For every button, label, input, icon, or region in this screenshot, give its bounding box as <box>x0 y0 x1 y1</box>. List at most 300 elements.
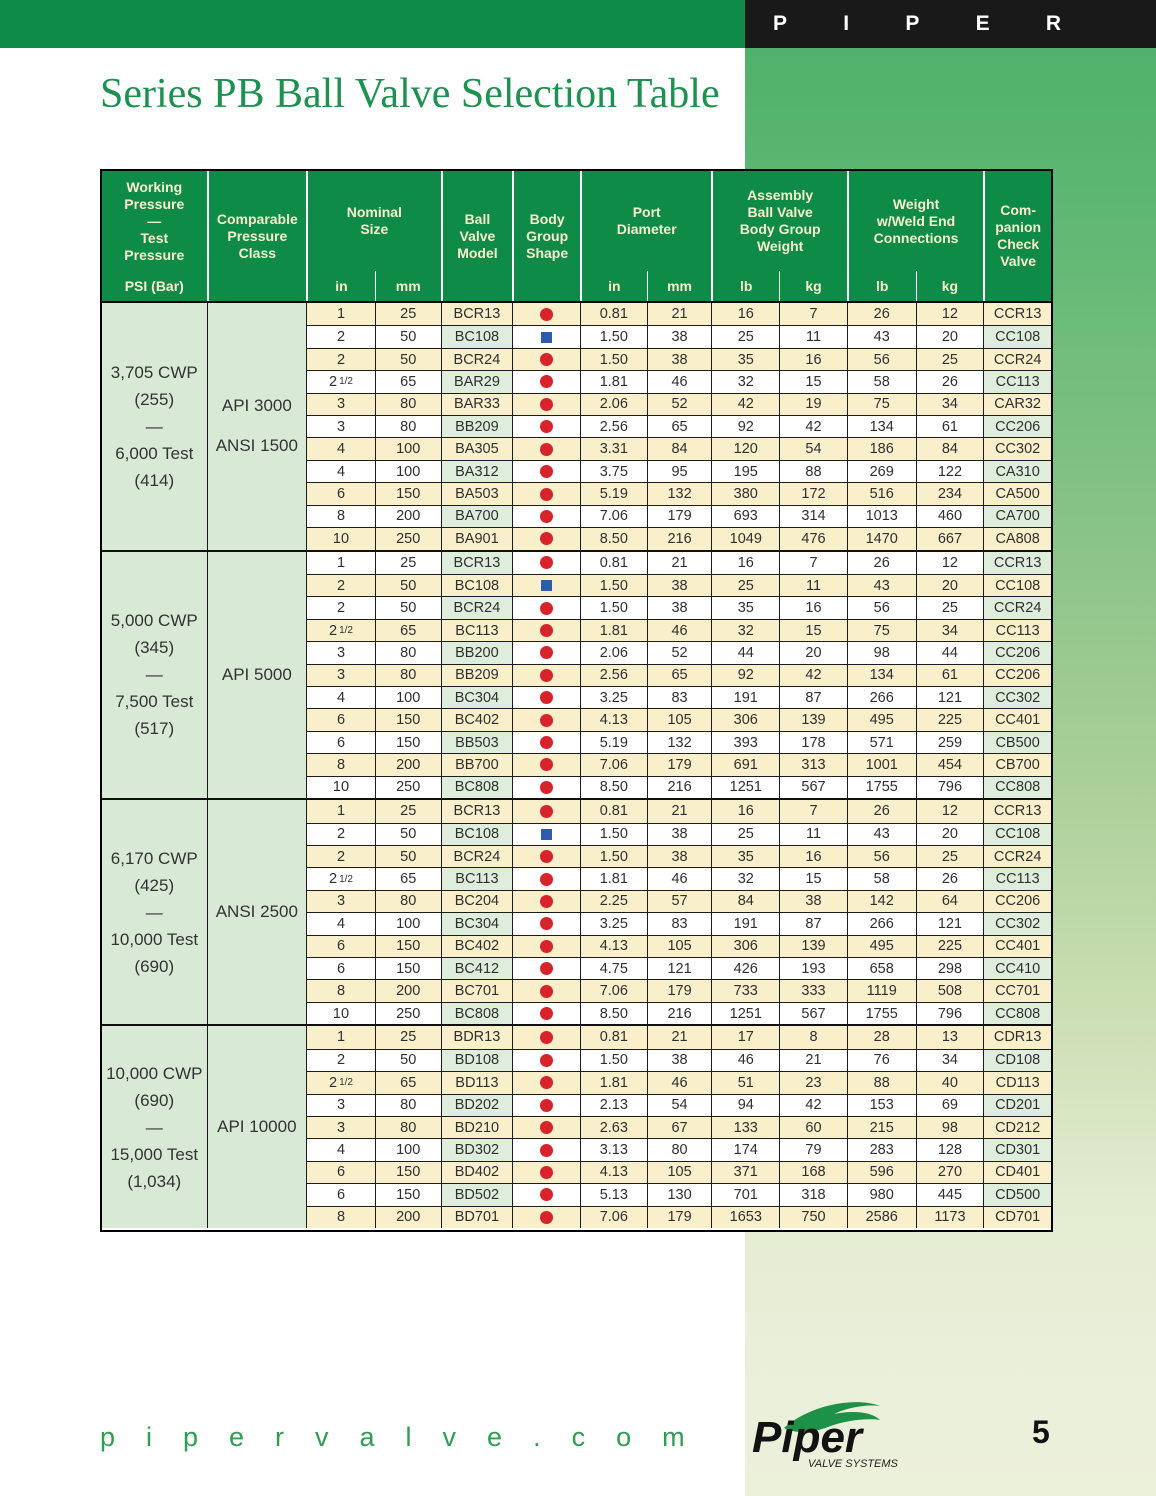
table-cell: 25 <box>711 325 779 347</box>
table-cell: 38 <box>647 574 712 596</box>
red-circle-icon <box>540 1121 553 1134</box>
body-group-shape-cell <box>512 1206 580 1228</box>
table-cell: 38 <box>779 890 847 912</box>
pressure-group <box>102 1024 1051 1228</box>
table-cell: 60 <box>779 1116 847 1138</box>
table-cell: 65 <box>647 415 712 437</box>
table-cell: BA503 <box>441 482 513 504</box>
table-cell: 13 <box>916 1026 984 1048</box>
table-cell: 516 <box>847 482 916 504</box>
body-group-shape-cell <box>512 574 580 596</box>
body-group-shape-cell <box>512 393 580 415</box>
selection-table <box>100 169 1053 1232</box>
table-cell: 2 <box>306 348 375 370</box>
table-cell: BD113 <box>441 1071 513 1093</box>
logo-tagline: VALVE SYSTEMS <box>808 1458 898 1470</box>
table-cell: 57 <box>647 890 712 912</box>
table-cell: 69 <box>916 1094 984 1116</box>
header-unit-kg: kg <box>779 271 847 301</box>
table-cell: CC206 <box>983 415 1051 437</box>
table-cell: 7 <box>779 303 847 325</box>
table-cell: CA500 <box>983 482 1051 504</box>
table-cell: 658 <box>847 957 916 979</box>
table-cell: 195 <box>711 460 779 482</box>
table-cell: 16 <box>779 596 847 618</box>
table-cell: 1.81 <box>580 370 647 392</box>
body-group-shape-cell <box>512 325 580 347</box>
body-group-shape-cell <box>512 957 580 979</box>
table-cell: 26 <box>847 303 916 325</box>
table-cell: 701 <box>711 1183 779 1205</box>
table-cell: 3 <box>306 415 375 437</box>
table-cell: BD108 <box>441 1049 513 1071</box>
red-circle-icon <box>540 962 553 975</box>
table-cell: 186 <box>847 437 916 459</box>
table-cell: 121 <box>916 912 984 934</box>
table-cell: BDR13 <box>441 1026 513 1048</box>
table-cell: 168 <box>779 1161 847 1183</box>
table-cell: 1.81 <box>580 1071 647 1093</box>
table-cell: 43 <box>847 574 916 596</box>
table-cell: 445 <box>916 1183 984 1205</box>
table-cell: 35 <box>711 348 779 370</box>
table-cell: 56 <box>847 596 916 618</box>
table-cell: 92 <box>711 664 779 686</box>
table-cell: 64 <box>916 890 984 912</box>
red-circle-icon <box>540 691 553 704</box>
table-cell: 5.19 <box>580 482 647 504</box>
table-cell: 11 <box>779 823 847 845</box>
table-cell: 44 <box>916 641 984 663</box>
table-cell: 216 <box>647 527 712 549</box>
table-cell: BCR24 <box>441 845 513 867</box>
table-cell: 150 <box>375 708 441 730</box>
header-working-pressure: Working Pressure — Test Pressure <box>124 178 185 263</box>
table-cell: BB503 <box>441 731 513 753</box>
table-cell: 191 <box>711 686 779 708</box>
table-cell: 7 <box>779 800 847 822</box>
table-cell: 50 <box>375 325 441 347</box>
table-cell: 0.81 <box>580 303 647 325</box>
table-cell: 3 <box>306 1094 375 1116</box>
pressure-class-cell: API 3000 ANSI 1500 <box>207 303 307 550</box>
header-port-diameter: Port Diameter <box>580 171 711 271</box>
table-cell: 122 <box>916 460 984 482</box>
table-cell: BB209 <box>441 415 513 437</box>
table-cell: 7.06 <box>580 979 647 1001</box>
table-body <box>102 303 1051 1228</box>
table-cell: CCR24 <box>983 348 1051 370</box>
red-circle-icon <box>540 646 553 659</box>
table-cell: 460 <box>916 505 984 527</box>
table-cell: BC402 <box>441 935 513 957</box>
table-cell: 200 <box>375 753 441 775</box>
table-cell: 84 <box>647 437 712 459</box>
table-cell: 75 <box>847 619 916 641</box>
table-cell: 5.19 <box>580 731 647 753</box>
table-cell: 4.13 <box>580 1161 647 1183</box>
table-cell: 10 <box>306 776 375 798</box>
table-cell: 16 <box>779 348 847 370</box>
table-cell: 318 <box>779 1183 847 1205</box>
table-cell: 128 <box>916 1138 984 1160</box>
table-cell: 454 <box>916 753 984 775</box>
table-cell: 733 <box>711 979 779 1001</box>
table-cell: 2.25 <box>580 890 647 912</box>
table-cell: 1.50 <box>580 1049 647 1071</box>
table-cell: 80 <box>647 1138 712 1160</box>
table-cell: 796 <box>916 1002 984 1024</box>
table-cell: 225 <box>916 708 984 730</box>
table-cell: 26 <box>847 552 916 574</box>
table-cell: 80 <box>375 415 441 437</box>
table-cell: CC113 <box>983 619 1051 641</box>
table-cell: 8 <box>306 753 375 775</box>
table-cell: BB200 <box>441 641 513 663</box>
table-cell: 1 <box>306 552 375 574</box>
table-cell: 98 <box>916 1116 984 1138</box>
table-cell: 150 <box>375 957 441 979</box>
table-cell: 1 <box>306 1026 375 1048</box>
table-cell: 21 <box>647 303 712 325</box>
table-cell: 100 <box>375 686 441 708</box>
header-unit-in: in <box>580 271 647 301</box>
table-cell: CB500 <box>983 731 1051 753</box>
table-cell: CA310 <box>983 460 1051 482</box>
table-cell: 88 <box>779 460 847 482</box>
table-cell: 65 <box>375 370 441 392</box>
header-unit-in: in <box>306 271 375 301</box>
blue-square-icon <box>541 580 552 591</box>
table-cell: 2 <box>306 845 375 867</box>
table-cell: CD500 <box>983 1183 1051 1205</box>
table-cell: 796 <box>916 776 984 798</box>
table-cell: 1653 <box>711 1206 779 1228</box>
table-cell: CB700 <box>983 753 1051 775</box>
table-cell: 26 <box>916 370 984 392</box>
table-cell: 283 <box>847 1138 916 1160</box>
table-cell: 6 <box>306 708 375 730</box>
table-cell: 54 <box>647 1094 712 1116</box>
red-circle-icon <box>540 465 553 478</box>
table-cell: 691 <box>711 753 779 775</box>
table-cell: 8.50 <box>580 776 647 798</box>
table-cell: CC401 <box>983 708 1051 730</box>
red-circle-icon <box>540 420 553 433</box>
table-cell: 46 <box>647 867 712 889</box>
table-cell: 1.50 <box>580 348 647 370</box>
table-cell: BC304 <box>441 686 513 708</box>
body-group-shape-cell <box>512 845 580 867</box>
table-cell: 508 <box>916 979 984 1001</box>
table-cell: 16 <box>711 552 779 574</box>
table-cell: 84 <box>916 437 984 459</box>
table-cell: 12 <box>916 552 984 574</box>
table-cell: 21 <box>647 800 712 822</box>
table-cell: 10 <box>306 527 375 549</box>
table-cell: 7.06 <box>580 505 647 527</box>
table-cell: 32 <box>711 370 779 392</box>
body-group-shape-cell <box>512 641 580 663</box>
table-cell: 65 <box>375 867 441 889</box>
header-unit-mm: mm <box>647 271 712 301</box>
table-cell: CC108 <box>983 574 1051 596</box>
table-cell: BC113 <box>441 619 513 641</box>
pressure-class-cell: ANSI 2500 <box>207 800 307 1024</box>
table-cell: BA312 <box>441 460 513 482</box>
table-cell: 3 <box>306 393 375 415</box>
table-cell: 3.75 <box>580 460 647 482</box>
table-cell: BC108 <box>441 823 513 845</box>
table-cell: 42 <box>779 415 847 437</box>
table-cell: 750 <box>779 1206 847 1228</box>
table-cell: CC113 <box>983 867 1051 889</box>
body-group-shape-cell <box>512 1183 580 1205</box>
red-circle-icon <box>540 669 553 682</box>
table-cell: 314 <box>779 505 847 527</box>
table-cell: 134 <box>847 415 916 437</box>
table-cell: CC401 <box>983 935 1051 957</box>
table-cell: 4 <box>306 1138 375 1160</box>
table-cell: 1173 <box>916 1206 984 1228</box>
table-cell: 980 <box>847 1183 916 1205</box>
table-cell: BC412 <box>441 957 513 979</box>
table-cell: BC808 <box>441 776 513 798</box>
table-cell: 2.56 <box>580 664 647 686</box>
body-group-shape-cell <box>512 303 580 325</box>
table-cell: 1013 <box>847 505 916 527</box>
table-cell: 667 <box>916 527 984 549</box>
table-cell: 21 <box>647 552 712 574</box>
table-cell: 4.13 <box>580 935 647 957</box>
table-cell: 259 <box>916 731 984 753</box>
table-cell: 44 <box>711 641 779 663</box>
red-circle-icon <box>540 985 553 998</box>
table-cell: 426 <box>711 957 779 979</box>
table-cell: 142 <box>847 890 916 912</box>
table-cell: 266 <box>847 912 916 934</box>
body-group-shape-cell <box>512 890 580 912</box>
red-circle-icon <box>540 1211 553 1224</box>
table-cell: 2.06 <box>580 393 647 415</box>
table-cell: 42 <box>779 1094 847 1116</box>
table-cell: BCR13 <box>441 552 513 574</box>
red-circle-icon <box>540 1054 553 1067</box>
table-cell: CD108 <box>983 1049 1051 1071</box>
table-cell: 1.50 <box>580 845 647 867</box>
table-cell: 495 <box>847 935 916 957</box>
table-cell: 7.06 <box>580 753 647 775</box>
table-cell: 3 <box>306 1116 375 1138</box>
table-cell: 2 1/2 <box>306 370 375 392</box>
red-circle-icon <box>540 443 553 456</box>
table-cell: CAR32 <box>983 393 1051 415</box>
table-cell: 2.56 <box>580 415 647 437</box>
pressure-class-cell: API 10000 <box>207 1026 307 1228</box>
pressure-group <box>102 550 1051 799</box>
table-cell: 25 <box>916 845 984 867</box>
table-cell: CD401 <box>983 1161 1051 1183</box>
table-cell: 150 <box>375 482 441 504</box>
page-title: Series PB Ball Valve Selection Table <box>100 71 720 117</box>
body-group-shape-cell <box>512 552 580 574</box>
table-cell: 8 <box>306 505 375 527</box>
red-circle-icon <box>540 1076 553 1089</box>
table-cell: 105 <box>647 935 712 957</box>
header-unit-lb: lb <box>711 271 779 301</box>
table-cell: 596 <box>847 1161 916 1183</box>
table-cell: 216 <box>647 776 712 798</box>
table-cell: 10 <box>306 1002 375 1024</box>
table-cell: 1.81 <box>580 867 647 889</box>
table-cell: 80 <box>375 890 441 912</box>
table-cell: BCR24 <box>441 348 513 370</box>
table-cell: 12 <box>916 800 984 822</box>
header-companion-check-valve: Com- panion Check Valve <box>983 171 1051 301</box>
table-cell: 234 <box>916 482 984 504</box>
table-cell: 50 <box>375 574 441 596</box>
table-cell: 200 <box>375 1206 441 1228</box>
body-group-shape-cell <box>512 823 580 845</box>
body-group-shape-cell <box>512 505 580 527</box>
table-cell: 132 <box>647 731 712 753</box>
header-unit-kg: kg <box>916 271 984 301</box>
table-cell: 2 1/2 <box>306 867 375 889</box>
table-cell: 105 <box>647 708 712 730</box>
table-cell: CC206 <box>983 641 1051 663</box>
body-group-shape-cell <box>512 460 580 482</box>
body-group-shape-cell <box>512 776 580 798</box>
table-cell: 58 <box>847 867 916 889</box>
table-cell: 567 <box>779 776 847 798</box>
table-cell: 34 <box>916 1049 984 1071</box>
red-circle-icon <box>540 714 553 727</box>
red-circle-icon <box>540 917 553 930</box>
table-cell: 87 <box>779 912 847 934</box>
table-cell: 306 <box>711 935 779 957</box>
table-cell: 215 <box>847 1116 916 1138</box>
table-cell: CD113 <box>983 1071 1051 1093</box>
table-cell: 25 <box>375 303 441 325</box>
table-cell: 100 <box>375 912 441 934</box>
table-cell: BD701 <box>441 1206 513 1228</box>
table-cell: 7.06 <box>580 1206 647 1228</box>
table-cell: CC108 <box>983 325 1051 347</box>
blue-square-icon <box>541 332 552 343</box>
table-cell: 94 <box>711 1094 779 1116</box>
table-cell: 0.81 <box>580 552 647 574</box>
table-cell: 83 <box>647 912 712 934</box>
table-cell: BD402 <box>441 1161 513 1183</box>
table-cell: 8 <box>779 1026 847 1048</box>
table-cell: 139 <box>779 935 847 957</box>
table-cell: 20 <box>916 574 984 596</box>
pressure-class-cell: API 5000 <box>207 552 307 799</box>
red-circle-icon <box>540 532 553 545</box>
table-cell: 6 <box>306 935 375 957</box>
table-cell: 58 <box>847 370 916 392</box>
table-cell: 80 <box>375 393 441 415</box>
table-cell: BCR24 <box>441 596 513 618</box>
table-cell: 56 <box>847 348 916 370</box>
table-cell: 46 <box>647 619 712 641</box>
table-cell: 1.50 <box>580 325 647 347</box>
body-group-shape-cell <box>512 1138 580 1160</box>
table-cell: 92 <box>711 415 779 437</box>
table-cell: 1 <box>306 800 375 822</box>
table-cell: 3 <box>306 641 375 663</box>
table-cell: 200 <box>375 505 441 527</box>
table-cell: 87 <box>779 686 847 708</box>
header-nominal-size: Nominal Size <box>306 171 440 271</box>
table-cell: 20 <box>779 641 847 663</box>
table-cell: 61 <box>916 664 984 686</box>
table-cell: 191 <box>711 912 779 934</box>
table-cell: 76 <box>847 1049 916 1071</box>
table-cell: 120 <box>711 437 779 459</box>
header-unit-psi-bar: PSI (Bar) <box>124 277 184 294</box>
table-cell: BA305 <box>441 437 513 459</box>
table-cell: 150 <box>375 1161 441 1183</box>
body-group-shape-cell <box>512 1116 580 1138</box>
table-cell: 6 <box>306 731 375 753</box>
table-cell: 65 <box>375 1071 441 1093</box>
table-cell: 20 <box>916 325 984 347</box>
table-cell: 83 <box>647 686 712 708</box>
red-circle-icon <box>540 850 553 863</box>
table-cell: 2.63 <box>580 1116 647 1138</box>
table-cell: BC808 <box>441 1002 513 1024</box>
table-cell: 3 <box>306 890 375 912</box>
table-cell: 1.50 <box>580 823 647 845</box>
table-cell: BD210 <box>441 1116 513 1138</box>
table-cell: 1.50 <box>580 596 647 618</box>
table-cell: CA808 <box>983 527 1051 549</box>
table-cell: BC108 <box>441 574 513 596</box>
body-group-shape-cell <box>512 1094 580 1116</box>
red-circle-icon <box>540 308 553 321</box>
table-cell: 95 <box>647 460 712 482</box>
table-cell: 495 <box>847 708 916 730</box>
table-cell: 139 <box>779 708 847 730</box>
table-cell: 79 <box>779 1138 847 1160</box>
table-cell: 35 <box>711 845 779 867</box>
table-cell: CD212 <box>983 1116 1051 1138</box>
masthead-letter: P <box>773 12 788 35</box>
red-circle-icon <box>540 398 553 411</box>
logo-text: Piper <box>752 1413 863 1462</box>
header-body-group-shape: Body Group Shape <box>512 171 580 301</box>
table-cell: 2 1/2 <box>306 619 375 641</box>
table-cell: 25 <box>375 1026 441 1048</box>
table-cell: 150 <box>375 935 441 957</box>
working-pressure-cell: 6,170 CWP (425) — 10,000 Test (690) <box>102 800 207 1024</box>
table-cell: 61 <box>916 415 984 437</box>
table-cell: 6 <box>306 1161 375 1183</box>
table-cell: 54 <box>779 437 847 459</box>
red-circle-icon <box>540 488 553 501</box>
table-cell: 393 <box>711 731 779 753</box>
table-cell: 225 <box>916 935 984 957</box>
table-cell: CCR13 <box>983 552 1051 574</box>
red-circle-icon <box>540 510 553 523</box>
table-cell: 52 <box>647 641 712 663</box>
body-group-shape-cell <box>512 867 580 889</box>
table-cell: CC108 <box>983 823 1051 845</box>
body-group-shape-cell <box>512 664 580 686</box>
table-cell: 46 <box>711 1049 779 1071</box>
table-cell: 2.06 <box>580 641 647 663</box>
